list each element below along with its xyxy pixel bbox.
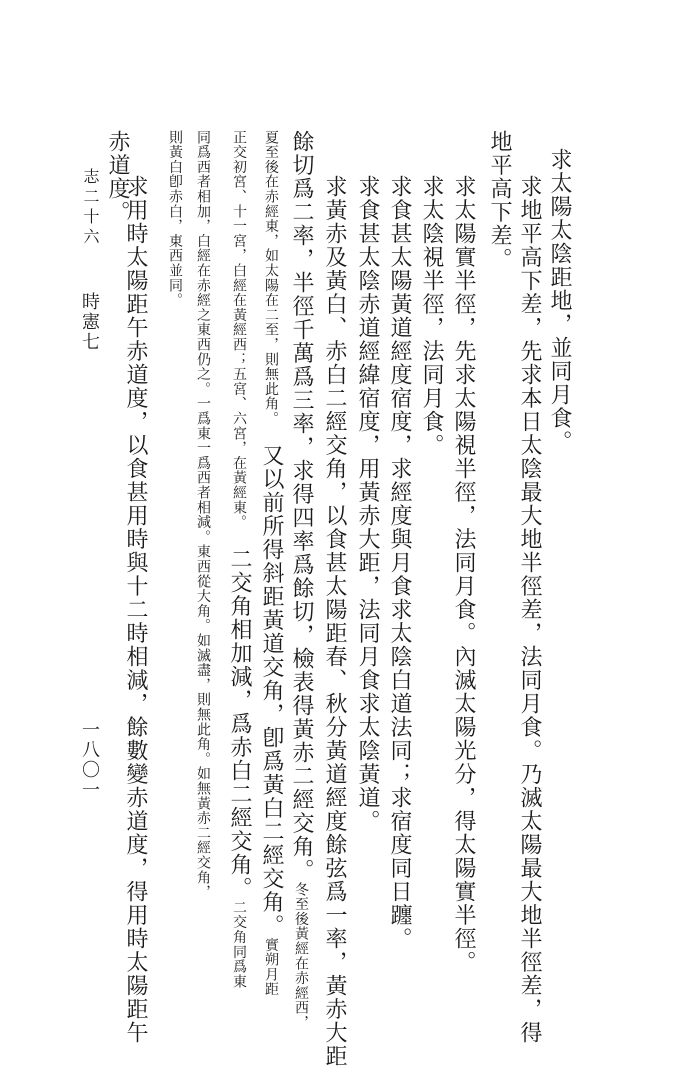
main-text: 求黃赤及黃白、赤白二經交角，以食甚太陽距春、秋分黃道經度餘弦爲一率，黃赤大距 (322, 175, 347, 1068)
annotation-note: 同爲西者相加，白經在赤經之東西仍之。一爲東一爲西者相減。東西從大角。如滅盡，則無此角。如無黃赤二經交角， (195, 130, 211, 900)
main-text: 二交角相加減，爲赤白二經交角。 (227, 547, 252, 901)
main-text: 求地平高下差，先求本日太陰最大地半徑差，法同月食。乃滅太陽最大地半徑差，得 (517, 175, 542, 1045)
text-column-12 (196, 130, 210, 900)
main-text: 求食甚太陽黃道經度宿度，求經度與月食求太陰白道法同；求宿度同日躔。 (387, 175, 412, 951)
main-text: 又以前所得斜距黃道交角，卽爲黃白二經交角。 (259, 444, 284, 938)
text-column-7 (356, 175, 378, 833)
text-column-15 (124, 175, 146, 1045)
running-header-volume: 志二十六 (81, 168, 100, 248)
text-column-2 (518, 175, 540, 1045)
text-column-3 (488, 130, 510, 271)
main-text: 餘切爲二率，半徑千萬爲三率，求得四率爲餘切，檢表得黃赤二經交角。 (289, 130, 314, 882)
main-text: 地平高下差。 (487, 130, 512, 271)
running-header-section: 時憲七 (79, 292, 100, 352)
text-column-5 (420, 175, 442, 457)
text-column-1 (548, 148, 570, 454)
page-number: 一八〇一 (79, 720, 100, 800)
annotation-note: 正交初宮、十一宮，白經在黃經西；五宮、六宮，在黃經東。 (231, 130, 247, 530)
annotation-note: 二交角同爲東 (231, 900, 247, 989)
annotation-note: 則黃白卽赤白，東西並同。 (167, 130, 183, 308)
annotation-note: 冬至後黃經在赤經西， (293, 882, 309, 1030)
annotation-note: 實朔月距 (263, 937, 279, 997)
main-text: 求用時太陽距午赤道度，以食甚用時與十二時相減，餘數變赤道度，得用時太陽距午 (123, 175, 148, 1045)
main-text: 求食甚太陰赤道經緯宿度，用黃赤大距，法同月食求太陰黃道。 (355, 175, 380, 833)
main-text: 求太陽實半徑，先求太陽視半徑，法同月食。內滅太陽光分，得太陽實半徑。 (451, 175, 476, 974)
main-text: 求太陰視半徑，法同月食。 (419, 175, 444, 457)
text-column-9 (290, 130, 312, 1030)
text-column-6 (388, 175, 410, 951)
main-text: 赤道度。 (105, 130, 130, 224)
text-column-4 (452, 175, 474, 974)
text-column-13 (168, 130, 182, 308)
text-column-11 (228, 130, 250, 989)
annotation-note: 夏至後在赤經東，如太陽在二至，則無此角。 (263, 130, 279, 426)
text-column-8 (323, 175, 345, 1068)
main-text: 求太陽太陰距地，並同月食。 (547, 148, 572, 454)
text-column-10 (260, 130, 282, 997)
